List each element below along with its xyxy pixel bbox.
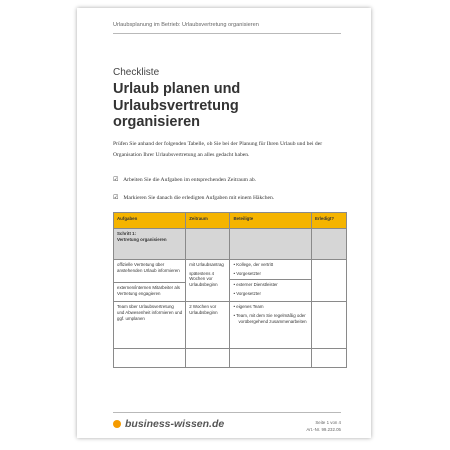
step-filler-cell (312, 229, 347, 260)
footer-divider (113, 412, 341, 413)
running-header: Urlaubsplanung im Betrieb: Urlaubsvertretung organisieren (113, 22, 259, 28)
empty-cell (230, 349, 312, 368)
people-cell (230, 302, 312, 349)
step-filler-cell (186, 229, 230, 260)
empty-cell (114, 349, 186, 368)
task-text: offizielle Vertretung über anstehenden Urlaub informieren (117, 262, 180, 273)
people-item: • Vorgesetzter (233, 270, 261, 276)
column-header-tasks: Aufgaben (114, 213, 186, 229)
instruction-text: Arbeiten Sie die Aufgaben im entsprechenden Zeitraum ab. (123, 177, 257, 183)
article-number: Art.-Nr. 99.232.05 (306, 427, 341, 432)
step-label: Schritt 1: (117, 231, 137, 236)
step-row (114, 229, 347, 260)
logo-dot-icon (113, 420, 121, 428)
done-cell[interactable] (312, 349, 347, 368)
people-item: • externer Dienstleister (233, 282, 278, 288)
checklist-table (113, 212, 347, 368)
column-header-time: Zeitraum (186, 213, 230, 229)
document-title (113, 81, 313, 131)
step-title: Vertretung organisieren (117, 236, 167, 242)
column-header-done: Erledigt? (312, 213, 347, 229)
people-subcell (230, 279, 311, 296)
people-item: • Team, mit dem Sie regelmäßig oder vorübergehend zusammenarbeiten (233, 312, 307, 324)
intro-paragraph: Prüfen Sie anhand der folgenden Tabelle, ob Sie bei der Planung für Ihren Urlaub und bei der Organisation Ihrer Urlaubsvertretung an alles gedacht haben. (113, 141, 323, 158)
column-header-people: Beteiligte (230, 213, 312, 229)
people-item: • eigenes Team (233, 304, 264, 310)
people-cell (230, 260, 312, 302)
time-cell: 2 Wochen vor Urlaubsbeginn (186, 302, 230, 349)
time-cell (186, 260, 230, 302)
time-text: mit Urlaubsantrag (189, 262, 224, 267)
document-page (77, 8, 371, 438)
task-cell: Team über Urlaubsvertretung und Abwesenheit informieren und ggf. umplanen (114, 302, 186, 349)
table-row (114, 260, 347, 302)
instruction-item (113, 176, 256, 183)
done-cell[interactable] (312, 302, 347, 349)
table-row-empty (114, 349, 347, 368)
title-line: organisieren (113, 114, 201, 130)
title-line: Urlaub planen und (113, 81, 241, 97)
header-divider (113, 33, 341, 34)
document-kicker: Checkliste (113, 67, 160, 78)
logo-text: business-wissen.de (125, 418, 225, 430)
table-header-row (114, 213, 347, 229)
page-info (306, 419, 341, 433)
brand-logo (113, 418, 224, 430)
task-text: externen/internen Mitarbeiter als Vertretung engagieren (114, 282, 185, 296)
step-filler-cell (230, 229, 312, 260)
people-item: • Kollege, der vertritt (233, 262, 274, 267)
step-cell (114, 229, 186, 260)
people-item: • Vorgesetzter (233, 290, 261, 296)
title-line: Urlaubsvertretung (113, 97, 239, 114)
instruction-text: Markieren Sie danach die erledigten Aufgaben mit einem Häkchen. (123, 195, 275, 201)
time-text: spätestens 4 Wochen vor Urlaubsbeginn (189, 270, 218, 287)
table-row (114, 302, 347, 349)
checked-box-icon: ☑ (113, 176, 119, 183)
empty-cell (186, 349, 230, 368)
task-cell (114, 260, 186, 302)
done-cell[interactable] (312, 260, 347, 302)
instruction-item (113, 194, 274, 201)
page-number: Seite 1 von 4 (315, 420, 341, 425)
checked-box-icon: ☑ (113, 194, 119, 201)
